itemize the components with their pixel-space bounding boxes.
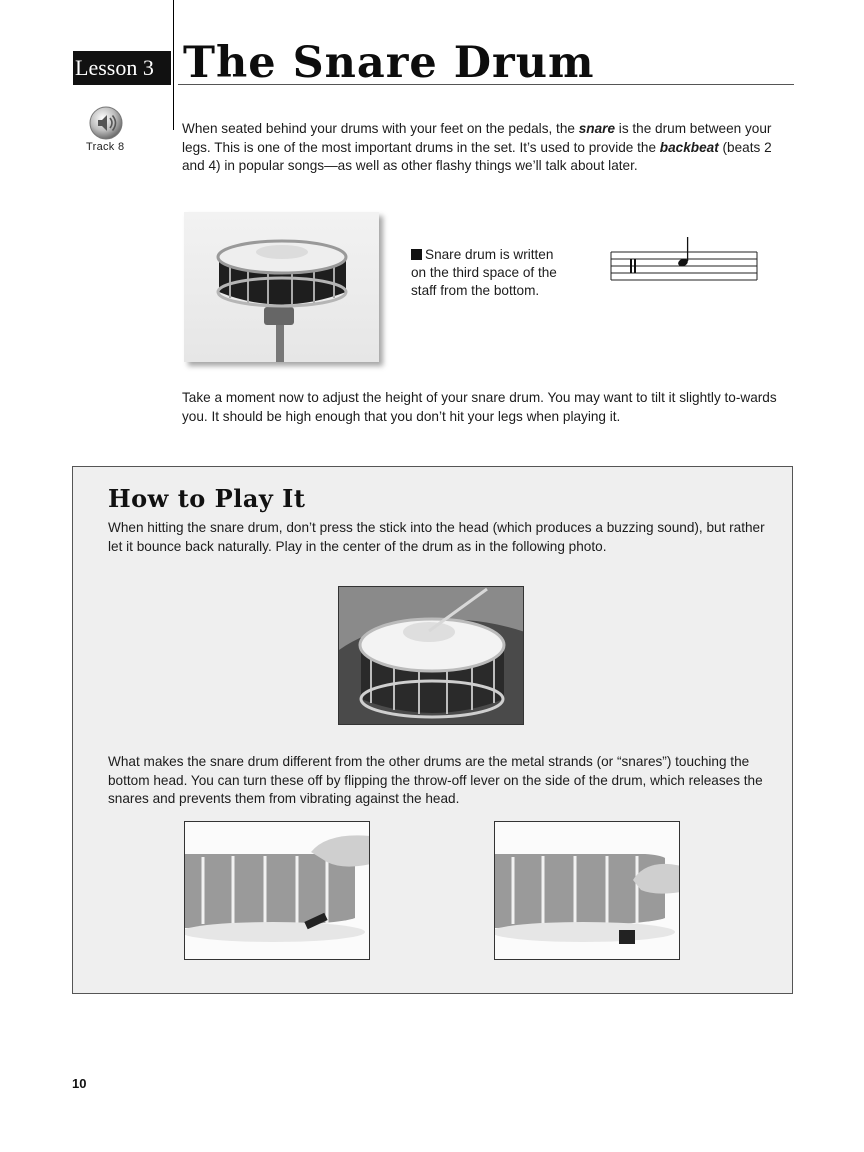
- bullet-square-icon: [411, 249, 422, 260]
- section-title: How to Play It: [108, 484, 306, 513]
- term-snare: snare: [578, 121, 616, 136]
- lesson-label: Lesson 3: [73, 51, 171, 85]
- stick-strike-photo: [338, 586, 524, 725]
- notation-caption: Snare drum is written on the third space of the staff from the bottom.: [411, 247, 557, 298]
- how-to-paragraph-2: What makes the snare drum different from the other drums are the metal strands (or “snares”) touching the bottom head. You can turn these off by flipping the throw-off lever on the side of the drum, which releases the snares and prevents them from vibrating against the head.: [108, 754, 763, 806]
- header-vertical-rule: [173, 0, 174, 130]
- snare-notation-staff: [609, 234, 759, 286]
- throw-off-lever-photo-off: [494, 821, 680, 960]
- throw-off-lever-photo-on: [184, 821, 370, 960]
- page-number: 10: [72, 1076, 87, 1091]
- adjust-height-paragraph: Take a moment now to adjust the height of your snare drum. You may want to tilt it slightly to-wards you. It should be high enough that you don’t hit your legs when playing it.: [182, 390, 777, 424]
- how-to-paragraph-1: When hitting the snare drum, don’t press the stick into the head (which produces a buzzing sound), but rather let it bounce back naturally. Play in the center of the drum as in the following photo.: [108, 520, 765, 554]
- speaker-icon[interactable]: [89, 106, 123, 140]
- snare-drum-photo: [184, 212, 379, 362]
- term-backbeat: backbeat: [659, 139, 719, 155]
- track-label: Track 8: [86, 141, 125, 153]
- page-title: The Snare Drum: [183, 38, 595, 88]
- intro-paragraph: When seated behind your drums with your feet on the pedals, the snare is the drum between your legs. This is one of the most important drums in the set. It’s used to provide the backbeat (beats 2 and 4) in popular songs—as well as other flashy things we’ll talk about later.: [182, 121, 772, 173]
